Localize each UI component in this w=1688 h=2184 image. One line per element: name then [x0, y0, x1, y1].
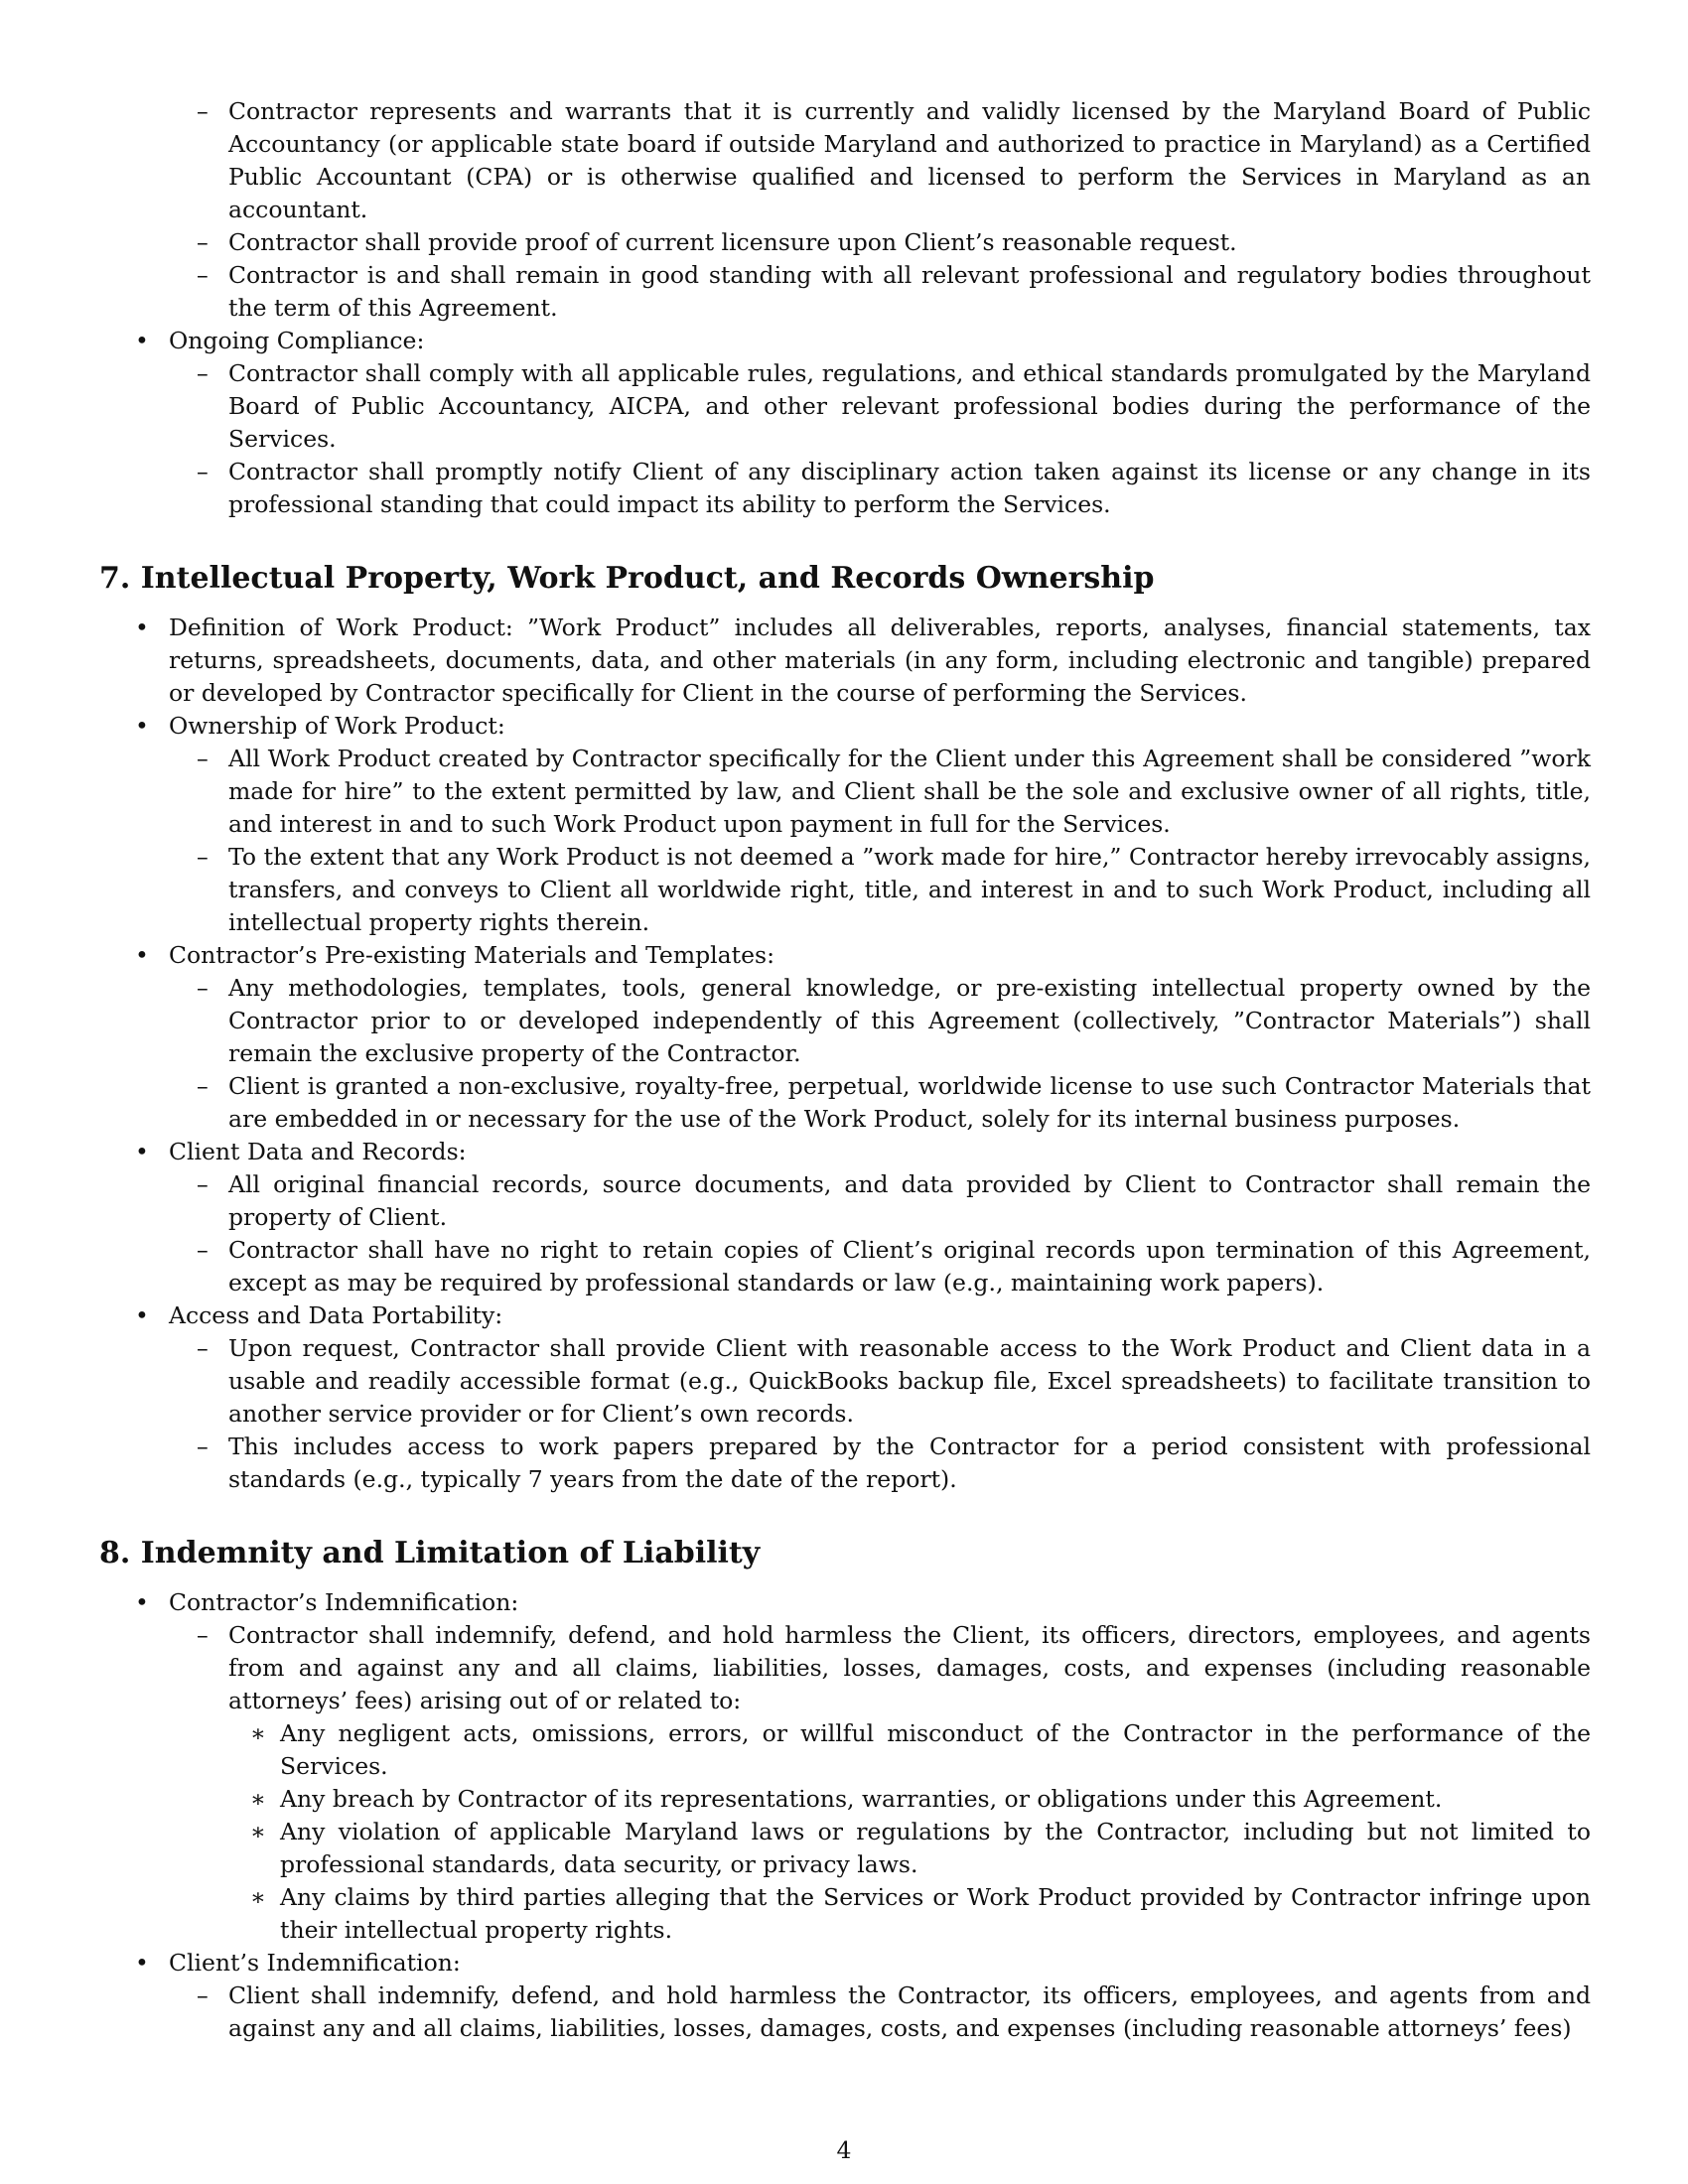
item-text: Client shall indemnify, defend, and hold harmless the Contractor, its officers, employees, and agents from and against any and all claims, liabilities, losses, damages, costs, and expenses (including reasonable attorneys’ fees) [228, 1981, 1591, 2042]
item-text: All Work Product created by Contractor specifically for the Client under this Agreement shall be considered ”work made for hire” to the extent permitted by law, and Client shall be the sole and exclusive owner of all rights, title, and interest in and to such Work Product upon payment in full for the Services. [228, 745, 1591, 838]
list-marker: – [197, 261, 209, 289]
list-marker: • [135, 1588, 149, 1616]
bullet-item [99, 1586, 1591, 1619]
sub-item [99, 1979, 1591, 2045]
list-marker: – [197, 1981, 209, 2009]
list-marker: • [135, 712, 149, 740]
item-text: Client’s Indemnification: [169, 1949, 461, 1977]
sub-item [99, 841, 1591, 939]
sub-item [99, 95, 1591, 226]
document-page [99, 95, 1591, 2045]
item-text: All original financial records, source documents, and data provided by Client to Contractor shall remain the property of Client. [228, 1170, 1591, 1231]
item-text: Any negligent acts, omissions, errors, or willful misconduct of the Contractor in the performance of the Services. [280, 1719, 1591, 1780]
list-marker: – [197, 228, 209, 256]
item-text: Contractor is and shall remain in good standing with all relevant professional and regulatory bodies throughout the term of this Agreement. [228, 261, 1591, 322]
sub-item [99, 972, 1591, 1070]
list-marker: – [197, 745, 209, 772]
item-text: Contractor shall comply with all applicable rules, regulations, and ethical standards promulgated by the Maryland Board of Public Accountancy, AICPA, and other relevant professional bodies during the performance of the Services. [228, 359, 1591, 453]
item-text: This includes access to work papers prepared by the Contractor for a period consistent with professional standards (e.g., typically 7 years from the date of the report). [228, 1433, 1591, 1493]
item-text: Contractor represents and warrants that it is currently and validly licensed by the Maryland Board of Public Accountancy (or applicable state board if outside Maryland and authorized to practice in Maryland) as a Certified Public Accountant (CPA) or is otherwise qualified and licensed to perform the Services in Maryland as an accountant. [228, 97, 1591, 223]
item-text: Contractor’s Pre-existing Materials and Templates: [169, 941, 775, 969]
item-text: Any breach by Contractor of its representations, warranties, or obligations under this Agreement. [280, 1785, 1443, 1813]
list-marker: – [197, 458, 209, 485]
list-marker: ∗ [250, 1818, 266, 1845]
bullet-item [99, 1947, 1591, 1979]
sub-item [99, 456, 1591, 521]
sub-sub-item [99, 1783, 1591, 1816]
item-text: Access and Data Portability: [169, 1301, 503, 1329]
item-text: Ongoing Compliance: [169, 327, 425, 354]
item-text: Upon request, Contractor shall provide Client with reasonable access to the Work Product and Client data in a usable and readily accessible format (e.g., QuickBooks backup file, Excel spreadsheets) to facilitate transition to another service provider or for Client’s own records. [228, 1334, 1591, 1428]
list-marker: • [135, 1301, 149, 1329]
sub-item [99, 357, 1591, 456]
sub-item [99, 1619, 1591, 1717]
item-text: Definition of Work Product: ”Work Product” includes all deliverables, reports, analyses, financial statements, tax returns, spreadsheets, documents, data, and other materials (in any form, including electronic and tangible) prepared or developed by Contractor specifically for Client in the course of performing the Services. [169, 614, 1591, 707]
list-marker: – [197, 974, 209, 1002]
bullet-item [99, 612, 1591, 710]
item-text: Any claims by third parties alleging that the Services or Work Product provided by Contractor infringe upon their intellectual property rights. [280, 1883, 1591, 1944]
section-heading: 7. Intellectual Property, Work Product, and Records Ownership [99, 561, 1155, 596]
sub-item [99, 1234, 1591, 1299]
sub-item [99, 259, 1591, 325]
list-marker: – [197, 1236, 209, 1264]
list-marker: ∗ [250, 1785, 266, 1813]
list-marker: • [135, 614, 149, 641]
item-text: Contractor shall provide proof of current licensure upon Client’s reasonable request. [228, 228, 1237, 256]
item-text: Contractor’s Indemnification: [169, 1588, 519, 1616]
item-text: Contractor shall indemnify, defend, and hold harmless the Client, its officers, directors, employees, and agents from and against any and all claims, liabilities, losses, damages, costs, and expenses (including reasonable attorneys’ fees) arising out of or related to: [228, 1621, 1591, 1714]
sub-item [99, 743, 1591, 841]
item-text: Ownership of Work Product: [169, 712, 505, 740]
list-marker: • [135, 1949, 149, 1977]
bullet-item [99, 1136, 1591, 1168]
list-marker: – [197, 1072, 209, 1100]
list-marker: ∗ [250, 1883, 266, 1911]
document-body [99, 95, 1591, 2045]
sub-sub-item [99, 1717, 1591, 1783]
bullet-item [99, 939, 1591, 972]
item-text: Client is granted a non-exclusive, royalty-free, perpetual, worldwide license to use such Contractor Materials that are embedded in or necessary for the use of the Work Product, solely for its internal business purposes. [228, 1072, 1591, 1133]
list-marker: – [197, 843, 209, 871]
section-heading: 8. Indemnity and Limitation of Liability [99, 1536, 761, 1570]
sub-item [99, 1332, 1591, 1431]
page-number: 4 [836, 2136, 852, 2164]
list-marker: – [197, 359, 209, 387]
sub-item [99, 1168, 1591, 1234]
list-marker: • [135, 1138, 149, 1165]
list-marker: – [197, 1170, 209, 1198]
bullet-item [99, 710, 1591, 743]
item-text: Client Data and Records: [169, 1138, 467, 1165]
list-marker: ∗ [250, 1719, 266, 1747]
sub-sub-item [99, 1881, 1591, 1947]
list-marker: • [135, 327, 149, 354]
sub-item [99, 1070, 1591, 1136]
sub-item [99, 226, 1591, 259]
bullet-item [99, 325, 1591, 357]
sub-sub-item [99, 1816, 1591, 1881]
sub-item [99, 1431, 1591, 1496]
item-text: Contractor shall have no right to retain copies of Client’s original records upon termination of this Agreement, except as may be required by professional standards or law (e.g., maintaining work papers). [228, 1236, 1591, 1297]
list-marker: – [197, 1433, 209, 1460]
item-text: Any methodologies, templates, tools, general knowledge, or pre-existing intellectual property owned by the Contractor prior to or developed independently of this Agreement (collectively, ”Contractor Materials”) shall remain the exclusive property of the Contractor. [228, 974, 1591, 1067]
list-marker: – [197, 1621, 209, 1649]
list-marker: – [197, 97, 209, 125]
bullet-item [99, 1299, 1591, 1332]
item-text: Contractor shall promptly notify Client of any disciplinary action taken against its license or any change in its professional standing that could impact its ability to perform the Services. [228, 458, 1591, 518]
item-text: Any violation of applicable Maryland laws or regulations by the Contractor, including but not limited to professional standards, data security, or privacy laws. [280, 1818, 1591, 1878]
list-marker: • [135, 941, 149, 969]
list-marker: – [197, 1334, 209, 1362]
item-text: To the extent that any Work Product is not deemed a ”work made for hire,” Contractor hereby irrevocably assigns, transfers, and conveys to Client all worldwide right, title, and interest in and to such Work Product, including all intellectual property rights therein. [228, 843, 1591, 936]
